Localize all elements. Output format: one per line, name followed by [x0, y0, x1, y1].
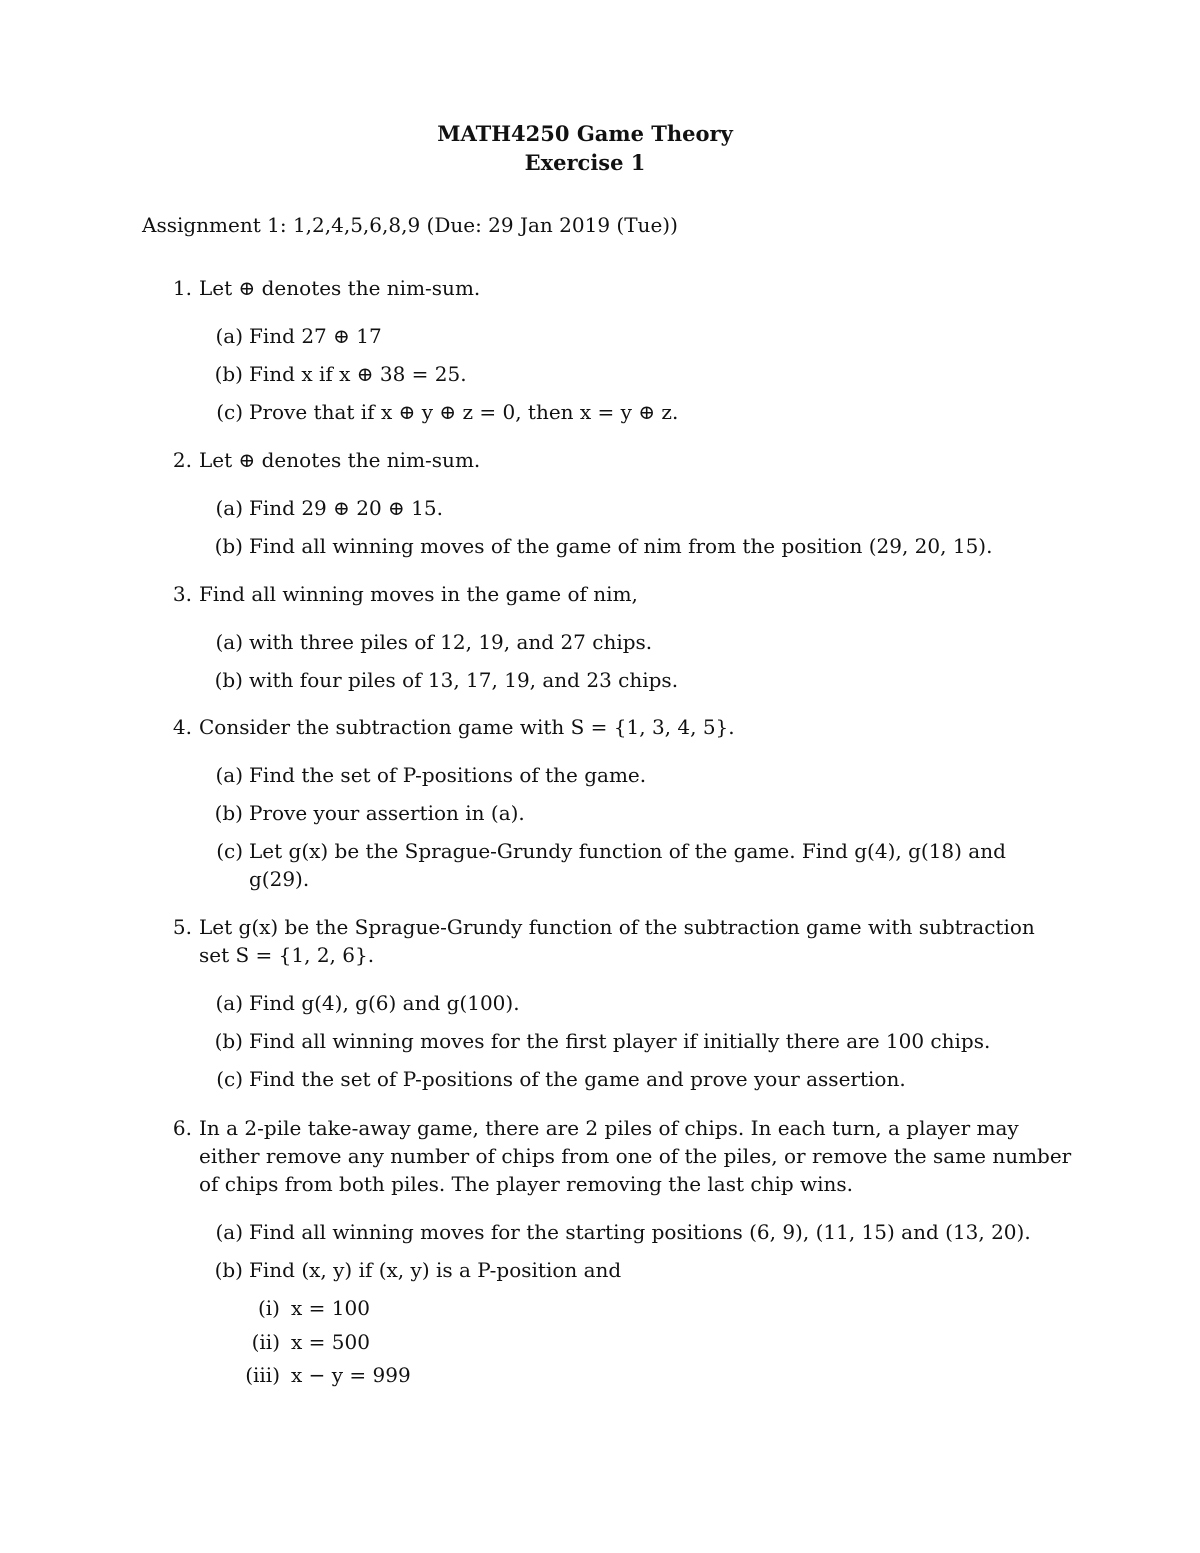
problem-2a-text: Find 29 ⊕ 20 ⊕ 15.: [249, 496, 443, 520]
problem-2b-text: Find all winning moves of the game of nim from the position (29, 20, 15).: [249, 534, 993, 558]
problem-5c-text: Find the set of P-positions of the game and prove your assertion.: [249, 1067, 906, 1091]
problem-3a-label: (a): [215, 630, 243, 654]
problem-4c-text-line-2: g(29).: [249, 867, 310, 891]
problem-5c-label: (c): [216, 1067, 243, 1091]
problem-6-text-line-2: either remove any number of chips from one of the piles, or remove the same number: [199, 1144, 1072, 1168]
problem-1a-text: Find 27 ⊕ 17: [249, 324, 382, 348]
problem-5-text-line-1: Let g(x) be the Sprague-Grundy function of the subtraction game with subtraction: [199, 915, 1035, 939]
exercise-title: Exercise 1: [524, 150, 646, 175]
problem-2-text: Let ⊕ denotes the nim-sum.: [199, 448, 481, 472]
problem-3a-text: with three piles of 12, 19, and 27 chips.: [249, 630, 653, 654]
problem-4-number: 4.: [172, 715, 192, 739]
course-title: MATH4250 Game Theory: [437, 121, 733, 146]
problem-6-text-line-3: of chips from both piles. The player removing the last chip wins.: [199, 1172, 854, 1196]
problem-3-number: 3.: [172, 582, 192, 606]
problem-1b-text: Find x if x ⊕ 38 = 25.: [249, 362, 467, 386]
problem-6b-iii-text: x − y = 999: [291, 1363, 411, 1387]
problem-5-number: 5.: [172, 915, 192, 939]
problem-6-number: 6.: [172, 1116, 192, 1140]
problem-3-text: Find all winning moves in the game of nim,: [199, 582, 638, 606]
problem-1-text: Let ⊕ denotes the nim-sum.: [199, 276, 481, 300]
problem-4a-label: (a): [215, 763, 243, 787]
problem-1c-label: (c): [216, 400, 243, 424]
problem-6-text-line-1: In a 2-pile take-away game, there are 2 piles of chips. In each turn, a player may: [199, 1116, 1019, 1140]
problem-6b-i-label: (i): [257, 1296, 280, 1320]
problem-1a-label: (a): [215, 324, 243, 348]
problem-6b-text: Find (x, y) if (x, y) is a P-position and: [249, 1258, 622, 1282]
problem-1-number: 1.: [172, 276, 192, 300]
problem-2-number: 2.: [172, 448, 192, 472]
problem-3b-text: with four piles of 13, 17, 19, and 23 chips.: [249, 668, 679, 692]
problem-4a-text: Find the set of P-positions of the game.: [249, 763, 647, 787]
problem-6b-iii-label: (iii): [245, 1363, 280, 1387]
problem-5a-label: (a): [215, 991, 243, 1015]
problem-5-text-line-2: set S = {1, 2, 6}.: [199, 943, 375, 967]
problem-5b-text: Find all winning moves for the first player if initially there are 100 chips.: [249, 1029, 991, 1053]
problem-4-text: Consider the subtraction game with S = {1, 3, 4, 5}.: [199, 715, 735, 739]
problem-1c-text: Prove that if x ⊕ y ⊕ z = 0, then x = y ⊕ z.: [249, 400, 679, 424]
problem-6a-text: Find all winning moves for the starting positions (6, 9), (11, 15) and (13, 20).: [249, 1220, 1031, 1244]
problem-2b-label: (b): [214, 534, 243, 558]
problem-6b-i-text: x = 100: [291, 1296, 370, 1320]
problem-6b-ii-text: x = 500: [291, 1330, 370, 1354]
problem-5b-label: (b): [214, 1029, 243, 1053]
problem-4c-text-line-1: Let g(x) be the Sprague-Grundy function of the game. Find g(4), g(18) and: [249, 839, 1006, 863]
problem-4c-label: (c): [216, 839, 243, 863]
problem-3b-label: (b): [214, 668, 243, 692]
assignment-line: Assignment 1: 1,2,4,5,6,8,9 (Due: 29 Jan 2019 (Tue)): [142, 213, 678, 237]
problem-6b-ii-label: (ii): [251, 1330, 280, 1354]
problem-4b-label: (b): [214, 801, 243, 825]
problem-6b-label: (b): [214, 1258, 243, 1282]
problem-4b-text: Prove your assertion in (a).: [249, 801, 525, 825]
problem-6a-label: (a): [215, 1220, 243, 1244]
problem-2a-label: (a): [215, 496, 243, 520]
problem-5a-text: Find g(4), g(6) and g(100).: [249, 991, 520, 1015]
problem-1b-label: (b): [214, 362, 243, 386]
